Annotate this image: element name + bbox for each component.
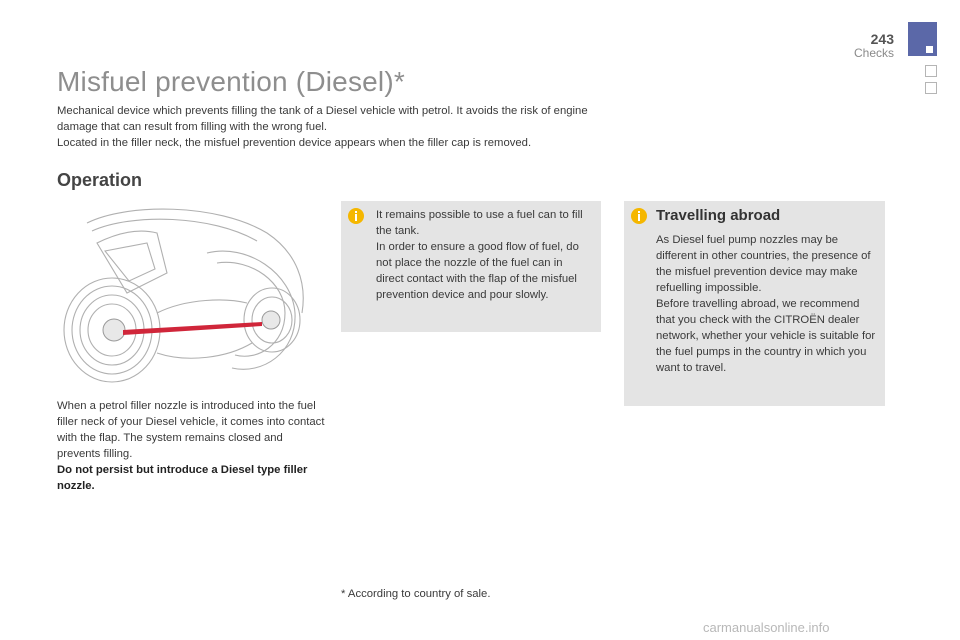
operation-warning: Do not persist but introduce a Diesel type filler nozzle. xyxy=(57,464,308,492)
operation-heading: Operation xyxy=(57,170,143,190)
travel-box-text xyxy=(656,232,878,376)
page-number: 243 xyxy=(870,31,894,47)
section-name: Checks xyxy=(853,46,894,60)
info-box-text xyxy=(376,207,591,303)
page-title: Misfuel prevention (Diesel)* xyxy=(57,66,405,97)
footnote: * According to country of sale. xyxy=(341,588,491,600)
filler-neck-illustration xyxy=(57,203,325,388)
info-line: It remains possible to use a fuel can to fill the tank. xyxy=(376,209,583,237)
info-box-travelling-abroad xyxy=(624,201,885,406)
watermark[interactable]: carmanualsonline.info xyxy=(703,620,830,635)
intro-line: Located in the filler neck, the misfuel prevention device appears when the filler cap is removed. xyxy=(57,137,532,149)
info-box-fuel-can xyxy=(341,201,601,332)
intro-line: Mechanical device which prevents filling the tank of a Diesel vehicle with petrol. It avoids the risk of engine damage that can result from filling with the wrong fuel. xyxy=(57,105,588,133)
travel-line: As Diesel fuel pump nozzles may be different in other countries, the presence of the misfuel prevention device may make refuelling impossible. xyxy=(656,234,871,294)
chapter-tab-active[interactable] xyxy=(908,22,937,56)
chapter-tab-empty[interactable] xyxy=(925,82,937,94)
info-icon xyxy=(348,208,364,224)
intro-text xyxy=(57,103,617,151)
travel-line: Before travelling abroad, we recommend that you check with the CITROËN dealer network, whether your vehicle is suitable for the fuel pumps in the country in which you want to travel. xyxy=(656,298,876,374)
info-icon xyxy=(631,208,647,224)
info-line: In order to ensure a good flow of fuel, do not place the nozzle of the fuel can in direct contact with the flap of the misfuel prevention device and pour slowly. xyxy=(376,241,579,301)
chapter-tab-empty[interactable] xyxy=(925,65,937,77)
tab-marker-icon xyxy=(926,46,933,53)
travel-box-title: Travelling abroad xyxy=(656,207,781,224)
operation-text xyxy=(57,398,325,494)
operation-paragraph: When a petrol filler nozzle is introduced into the fuel filler neck of your Diesel vehicle, it comes into contact with the flap. The system remains closed and prevents filling. xyxy=(57,400,325,460)
